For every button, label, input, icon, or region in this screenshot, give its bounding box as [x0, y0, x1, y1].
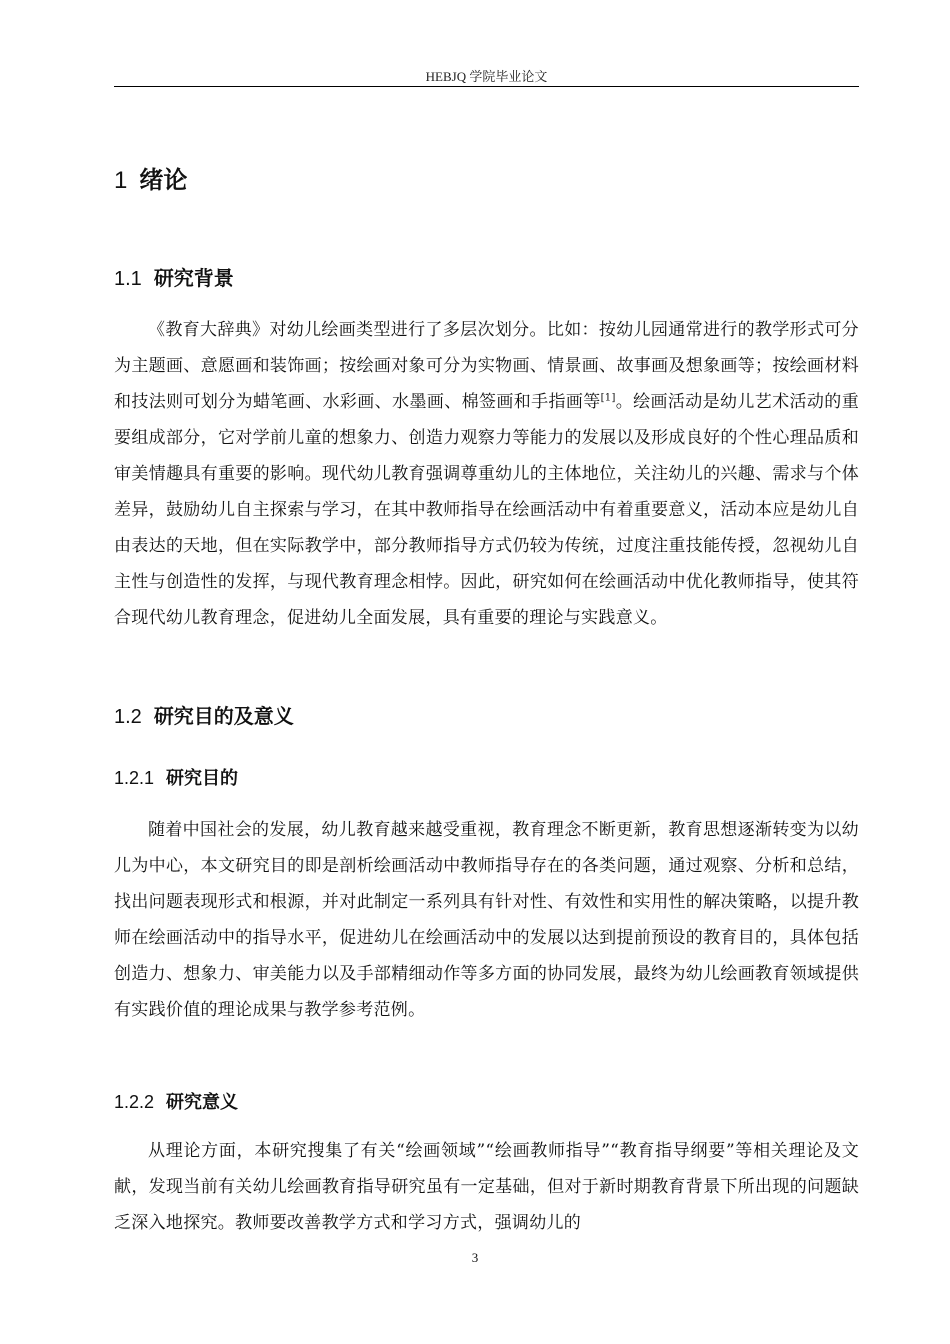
- section-number: 1.1: [114, 268, 142, 290]
- chapter-number: 1: [114, 167, 128, 194]
- subsection-heading-1-2-1: [114, 764, 238, 790]
- subsection-number: 1.2.1: [114, 768, 155, 788]
- chapter-title: 绪论: [139, 166, 188, 194]
- subsection-title: 研究目的: [166, 768, 239, 789]
- section-heading-1-2: [114, 700, 294, 729]
- paragraph-text: 。绘画活动是幼儿艺术活动的重要组成部分，它对学前儿童的想象力、创造力观察力等能力的发展以及形成良好的个性心理品质和审美情趣具有重要的影响。现代幼儿教育强调尊重幼儿的主体地位，关注幼儿的兴趣、需求与个体差异，鼓励幼儿自主探索与学习，在其中教师指导在绘画活动中有着重要意义，活动本应是幼儿自由表达的天地，但在实际教学中，部分教师指导方式仍较为传统，过度注重技能传授，忽视幼儿自主性与创造性的发挥，与现代教育理念相悖。因此，研究如何在绘画活动中优化教师指导，使其符合现代幼儿教育理念，促进幼儿全面发展，具有重要的理论与实践意义。: [114, 392, 859, 628]
- header-rule: [114, 86, 859, 87]
- paragraph-purpose: 随着中国社会的发展，幼儿教育越来越受重视，教育理念不断更新，教育思想逐渐转变为以幼儿为中心，本文研究目的即是剖析绘画活动中教师指导存在的各类问题，通过观察、分析和总结，找出问题表现形式和根源，并对此制定一系列具有针对性、有效性和实用性的解决策略，以提升教师在绘画活动中的指导水平，促进幼儿在绘画活动中的发展以达到提前预设的教育目的，具体包括创造力、想象力、审美能力以及手部精细动作等多方面的协同发展，最终为幼儿绘画教育领域提供有实践价值的理论成果与教学参考范例。: [114, 820, 859, 1020]
- paragraph-text: 《教育大辞典》对幼儿绘画类型进行了多层次划分。比如：按幼儿园通常进行的教学形式可分为主题画、意愿画和装饰画；按绘画对象可分为实物画、情景画、故事画及想象画等；按绘画材料和技法则可划分为蜡笔画、水彩画、水墨画、棉签画和手指画等: [114, 320, 859, 412]
- page-number: 3: [471, 1250, 479, 1265]
- section-title: 研究目的及意义: [153, 704, 294, 728]
- subsection-title: 研究意义: [166, 1092, 239, 1113]
- subsection-heading-1-2-2: [114, 1088, 238, 1114]
- citation-marker: [1]: [600, 392, 616, 404]
- chapter-heading: [114, 160, 187, 195]
- section-title: 研究背景: [153, 266, 234, 290]
- running-header: HEBJQ 学院毕业论文: [425, 69, 548, 84]
- section-number: 1.2: [114, 706, 142, 728]
- paragraph-background: [114, 312, 859, 636]
- section-heading-1-1: [114, 262, 234, 291]
- paragraph-significance: 从理论方面，本研究搜集了有关“绘画领域”“绘画教师指导”“教育指导纲要”等相关理论及文献，发现当前有关幼儿绘画教育指导研究虽有一定基础，但对于新时期教育背景下所出现的问题缺乏深入地探究。教师要改善教学方式和学习方式，强调幼儿的: [114, 1141, 859, 1233]
- subsection-number: 1.2.2: [114, 1092, 155, 1112]
